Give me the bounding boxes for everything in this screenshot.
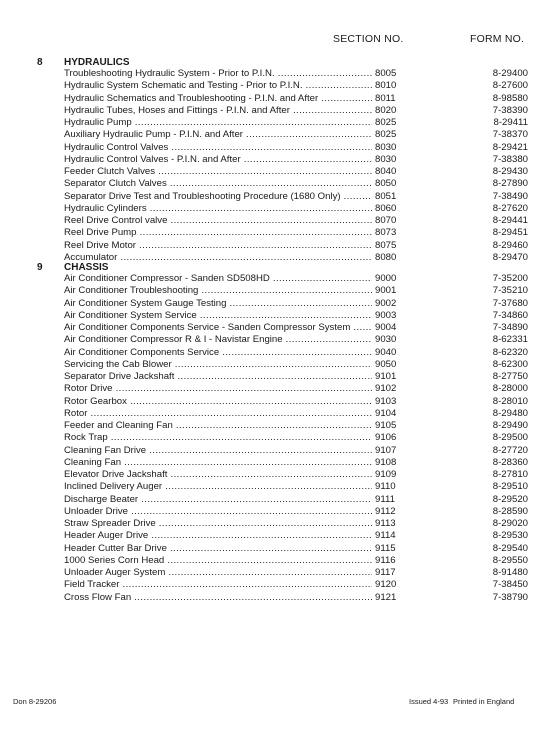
toc-item-title: Air Conditioner System Gauge Testing .....: [64, 298, 372, 310]
toc-item-section-no: 8005: [375, 68, 397, 79]
toc-item-section-no: 8040: [375, 166, 397, 177]
toc-item-form-no: 7-34890: [492, 322, 528, 333]
toc-item-title: Feeder Clutch Valves .....: [64, 166, 372, 178]
toc-item-title: Cleaning Fan .....: [64, 457, 372, 469]
toc-item-section-no: 9112: [375, 505, 396, 517]
toc-item-form-no: 8-28000: [492, 383, 528, 395]
toc-row: [0, 240, 547, 252]
toc-item-title: Accumulator .....: [64, 252, 372, 264]
toc-item-form-no: 7-34860: [492, 309, 528, 321]
toc-item-section-no: 8050: [375, 178, 397, 190]
toc-item-title: Air Conditioner Troubleshooting .....: [64, 285, 372, 297]
toc-item-form-no: 8-29510: [492, 481, 528, 493]
toc-item-title: Cleaning Fan Drive .....: [64, 445, 372, 457]
toc-row: [0, 129, 547, 141]
toc-row: [0, 457, 547, 469]
toc-item-section-no: 8010: [375, 80, 397, 92]
toc-row: [0, 285, 547, 297]
section-number: 9: [37, 262, 43, 273]
toc-item-form-no: 8-29470: [492, 251, 528, 263]
footer-issued: Issued 4-93: [409, 697, 449, 706]
toc-item-section-no: 8051: [375, 190, 397, 202]
toc-item-title: Air Conditioner Components Service .....: [64, 347, 372, 359]
toc-item-section-no: 9004: [375, 322, 397, 333]
toc-item-section-no: 9110: [375, 481, 396, 493]
toc-item-form-no: 8-62300: [492, 358, 528, 370]
toc-item-title: Air Conditioner System Service .....: [64, 310, 372, 322]
toc-row: [0, 310, 547, 322]
toc-item-form-no: 7-38380: [492, 153, 528, 165]
toc-row: [0, 347, 547, 359]
toc-row: [0, 555, 547, 567]
toc-item-form-no: 8-29020: [492, 518, 528, 529]
toc-row: [0, 432, 547, 444]
toc-item-section-no: 9115: [375, 542, 396, 554]
toc-item-section-no: 9109: [375, 469, 397, 480]
form-no-column-header: FORM NO.: [470, 33, 525, 45]
toc-item-section-no: 9103: [375, 395, 397, 407]
toc-row: [0, 68, 547, 80]
toc-item-title: Discharge Beater .....: [64, 494, 372, 506]
toc-item-title: Elevator Drive Jackshaft .....: [64, 469, 372, 481]
toc-row: [0, 154, 547, 166]
toc-item-form-no: 8-27600: [492, 80, 528, 92]
toc-item-section-no: 9105: [375, 420, 397, 431]
toc-row: [0, 579, 547, 591]
toc-item-section-no: 9117: [375, 567, 396, 578]
toc-item-title: Separator Drive Test and Troubleshooting Procedure (1680 Only) .....: [64, 191, 372, 203]
toc-item-form-no: 8-28590: [492, 505, 528, 517]
toc-item-form-no: 7-38390: [492, 104, 528, 116]
toc-item-title: Rotor Drive .....: [64, 383, 372, 395]
toc-item-title: Servicing the Cab Blower .....: [64, 359, 372, 371]
toc-item-form-no: 8-98580: [492, 92, 528, 104]
toc-item-form-no: 8-29411: [493, 117, 528, 128]
toc-item-section-no: 9001: [375, 285, 397, 297]
toc-row: [0, 105, 547, 117]
toc-item-section-no: 8075: [375, 239, 397, 251]
toc-item-form-no: 8-29530: [492, 530, 528, 542]
toc-row: [0, 117, 547, 129]
toc-item-section-no: 9120: [375, 579, 397, 591]
toc-row: [0, 481, 547, 493]
toc-item-section-no: 9002: [375, 297, 397, 309]
toc-item-section-no: 9030: [375, 334, 397, 346]
toc-item-form-no: 8-27720: [492, 444, 528, 456]
toc-item-title: Auxiliary Hydraulic Pump - P.I.N. and After .....: [64, 129, 372, 141]
toc-row: [0, 445, 547, 457]
toc-item-form-no: 8-27810: [492, 469, 528, 480]
toc-item-section-no: 8073: [375, 227, 397, 239]
toc-row: [0, 408, 547, 420]
toc-item-title: Air Conditioner Compressor - Sanden SD508HD .....: [64, 273, 372, 285]
toc-item-section-no: 8030: [375, 141, 397, 153]
toc-item-title: Air Conditioner Compressor R & I - Navistar Engine .....: [64, 334, 372, 346]
toc-item-form-no: 8-62331: [492, 334, 528, 346]
toc-item-title: Hydraulic System Schematic and Testing - Prior to P.I.N. .....: [64, 80, 372, 92]
toc-item-form-no: 8-29400: [492, 68, 528, 79]
toc-item-form-no: 8-29441: [492, 215, 528, 226]
toc-item-title: Air Conditioner Components Service - Sanden Compressor System .....: [64, 322, 372, 334]
toc-row: [0, 227, 547, 239]
toc-item-title: Reel Drive Pump .....: [64, 227, 372, 239]
toc-row: [0, 80, 547, 92]
toc-item-form-no: 8-29460: [492, 239, 528, 251]
toc-item-title: Rotor .....: [64, 408, 372, 420]
toc-item-title: Feeder and Cleaning Fan .....: [64, 420, 372, 432]
toc-row: [0, 506, 547, 518]
toc-item-form-no: 8-29480: [492, 407, 528, 419]
toc-row: [0, 469, 547, 481]
toc-row: [0, 494, 547, 506]
toc-item-title: Hydraulic Pump .....: [64, 117, 372, 129]
toc-item-form-no: 8-29421: [492, 141, 528, 153]
toc-item-title: Field Tracker .....: [64, 579, 372, 591]
section-title: CHASSIS: [64, 262, 109, 273]
toc-item-form-no: 8-29430: [492, 166, 528, 177]
toc-item-section-no: 8011: [375, 92, 396, 104]
toc-item-form-no: 8-29520: [492, 493, 528, 505]
toc-item-section-no: 8060: [375, 202, 397, 214]
toc-item-title: Unloader Drive .....: [64, 506, 372, 518]
toc-item-title: Rotor Gearbox .....: [64, 396, 372, 408]
toc-item-form-no: 7-38490: [492, 190, 528, 202]
toc-row: [0, 142, 547, 154]
toc-item-section-no: 8080: [375, 251, 397, 263]
section-number: 8: [37, 57, 43, 68]
toc-item-form-no: 8-27620: [492, 202, 528, 214]
toc-row: [0, 178, 547, 190]
toc-row: [0, 191, 547, 203]
toc-item-form-no: 8-28010: [492, 395, 528, 407]
section-no-column-header: SECTION NO.: [333, 33, 404, 45]
toc-item-form-no: 8-29500: [492, 432, 528, 444]
toc-item-title: Hydraulic Control Valves - P.I.N. and After .....: [64, 154, 372, 166]
toc-item-title: Header Auger Drive .....: [64, 530, 372, 542]
toc-item-section-no: 8030: [375, 153, 397, 165]
toc-item-section-no: 9003: [375, 309, 397, 321]
toc-item-section-no: 9106: [375, 432, 397, 444]
toc-item-title: Rock Trap .....: [64, 432, 372, 444]
toc-item-section-no: 9101: [375, 371, 397, 382]
toc-item-title: Unloader Auger System .....: [64, 567, 372, 579]
toc-row: [0, 567, 547, 579]
toc-item-form-no: 7-35210: [492, 285, 528, 297]
toc-row: [0, 383, 547, 395]
toc-item-section-no: 9102: [375, 383, 397, 395]
toc-item-form-no: 7-38450: [492, 579, 528, 591]
toc-item-section-no: 8025: [375, 117, 397, 128]
toc-row: [0, 166, 547, 178]
toc-row: [0, 543, 547, 555]
toc-item-title: 1000 Series Corn Head .....: [64, 555, 372, 567]
toc-item-section-no: 9108: [375, 456, 397, 468]
toc-item-section-no: 9114: [375, 530, 396, 542]
toc-item-title: Hydraulic Control Valves .....: [64, 142, 372, 154]
toc-row: [0, 203, 547, 215]
toc-item-section-no: 9116: [375, 554, 396, 566]
toc-row: [0, 334, 547, 346]
toc-item-title: Hydraulic Schematics and Troubleshooting - P.I.N. and After .....: [64, 93, 372, 105]
toc-item-form-no: 7-37680: [492, 297, 528, 309]
toc-row: [0, 215, 547, 227]
toc-item-section-no: 9104: [375, 407, 397, 419]
toc-row: [0, 518, 547, 530]
toc-row: [0, 592, 547, 604]
toc-item-section-no: 9113: [375, 518, 396, 529]
toc-row: [0, 93, 547, 105]
toc-item-form-no: 8-29550: [492, 554, 528, 566]
toc-item-form-no: 8-29451: [492, 227, 528, 239]
toc-item-title: Reel Drive Control valve .....: [64, 215, 372, 227]
toc-row: [0, 420, 547, 432]
toc-row: [0, 371, 547, 383]
footer-doc-number: Don 8-29206: [13, 697, 57, 706]
toc-item-section-no: 9107: [375, 444, 397, 456]
toc-item-form-no: 7-35200: [492, 273, 528, 284]
toc-item-title: Reel Drive Motor .....: [64, 240, 372, 252]
toc-item-form-no: 8-29540: [492, 542, 528, 554]
section-title: HYDRAULICS: [64, 57, 130, 68]
toc-item-form-no: 8-27750: [492, 371, 528, 382]
toc-item-title: Troubleshooting Hydraulic System - Prior to P.I.N. .....: [64, 68, 372, 80]
toc-item-section-no: 8020: [375, 104, 397, 116]
toc-item-section-no: 9040: [375, 346, 397, 358]
toc-item-form-no: 7-38790: [492, 591, 528, 603]
toc-item-section-no: 8070: [375, 215, 397, 226]
toc-item-title: Inclined Delivery Auger .....: [64, 481, 372, 493]
toc-row: [0, 273, 547, 285]
toc-item-form-no: 8-91480: [492, 567, 528, 578]
toc-item-section-no: 9111: [375, 493, 395, 505]
toc-item-title: Straw Spreader Drive .....: [64, 518, 372, 530]
toc-item-section-no: 8025: [375, 129, 397, 141]
toc-item-section-no: 9121: [375, 591, 397, 603]
toc-item-title: Separator Clutch Valves .....: [64, 178, 372, 190]
toc-row: [0, 396, 547, 408]
toc-row: [0, 359, 547, 371]
toc-row: [0, 298, 547, 310]
toc-item-title: Header Cutter Bar Drive .....: [64, 543, 372, 555]
toc-item-section-no: 9050: [375, 358, 397, 370]
toc-item-title: Cross Flow Fan .....: [64, 592, 372, 604]
toc-item-form-no: 8-27890: [492, 178, 528, 190]
toc-item-form-no: 8-62320: [492, 346, 528, 358]
toc-item-title: Hydraulic Cylinders .....: [64, 203, 372, 215]
toc-item-form-no: 7-38370: [492, 129, 528, 141]
toc-item-section-no: 9000: [375, 273, 397, 284]
toc-item-title: Separator Drive Jackshaft .....: [64, 371, 372, 383]
toc-row: [0, 322, 547, 334]
toc-item-title: Hydraulic Tubes, Hoses and Fittings - P.I.N. and After .....: [64, 105, 372, 117]
footer-printed: Printed in England: [453, 697, 515, 706]
toc-item-form-no: 8-29490: [492, 420, 528, 431]
toc-item-form-no: 8-28360: [492, 456, 528, 468]
toc-row: [0, 530, 547, 542]
